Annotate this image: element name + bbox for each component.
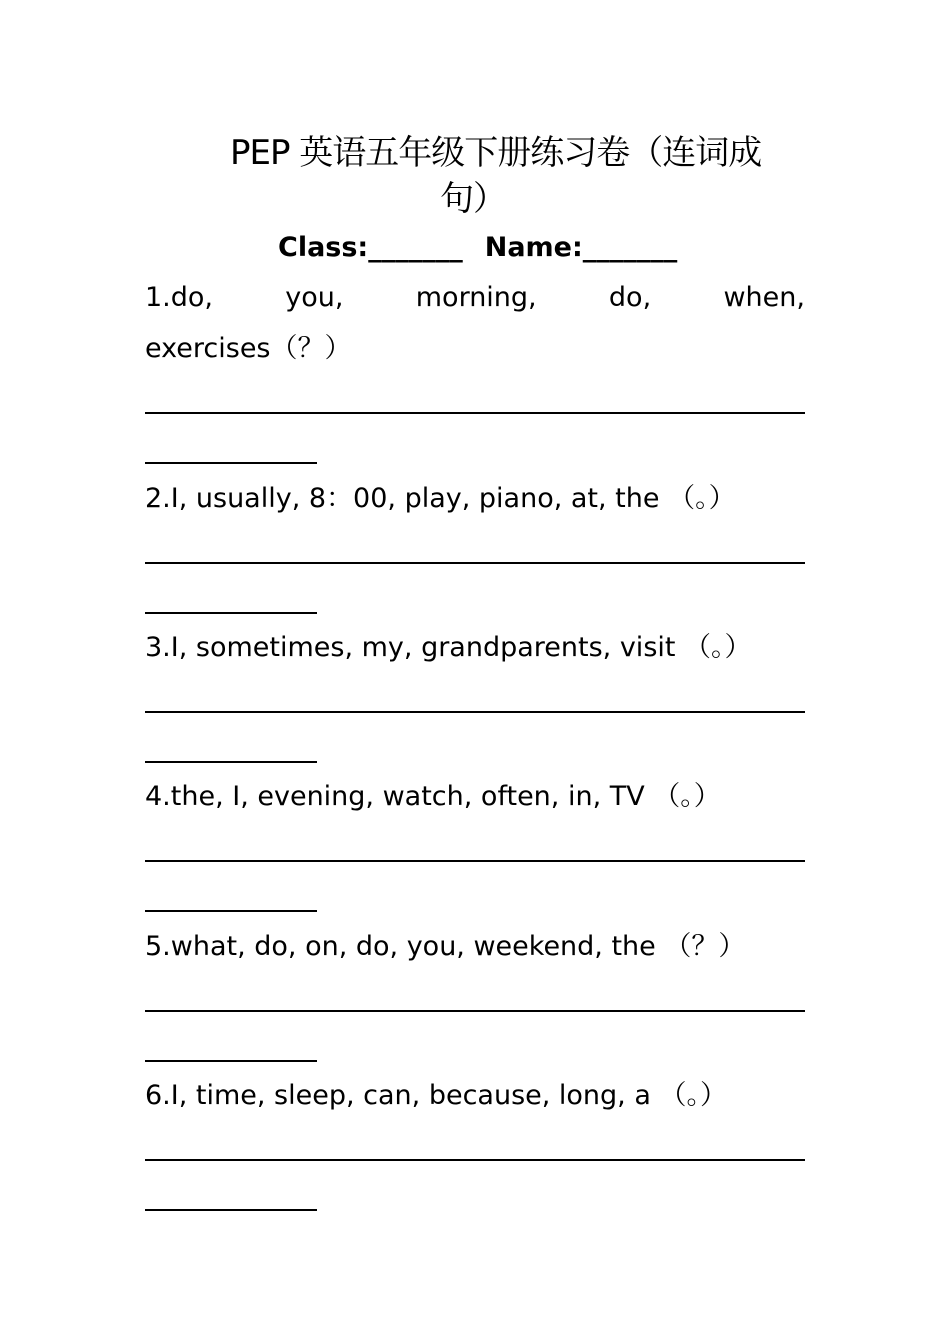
question-1-words [145, 280, 805, 316]
answer-line-3a [145, 711, 805, 713]
question-5-text: 5.what, do, on, do, you, weekend, the （？） [145, 931, 746, 962]
answer-line-1b [145, 462, 317, 464]
answer-line-5a [145, 1010, 805, 1012]
answer-line-3b [145, 761, 317, 763]
class-field-label: Class:_______ [278, 232, 463, 263]
name-field-label: Name:_______ [484, 232, 678, 263]
question-2-text: 2.I, usually, 8：00, play, piano, at, the （。） [145, 483, 736, 514]
question-1-words-continued: exercises（？） [145, 333, 352, 364]
class-name-fields [278, 230, 677, 266]
answer-line-4a [145, 860, 805, 862]
answer-line-4b [145, 910, 317, 912]
question-3-text: 3.I, sometimes, my, grandparents, visit （。） [145, 632, 752, 663]
page-title-line-1: PEP 英语五年级下册练习卷（连词成 [230, 133, 762, 173]
answer-line-1a [145, 412, 805, 414]
answer-line-5b [145, 1060, 317, 1062]
answer-line-2b [145, 612, 317, 614]
page-title-line-2: 句） [440, 179, 506, 219]
question-1-word: 1.do, [145, 282, 214, 313]
question-1-word: morning, [415, 282, 537, 313]
answer-line-6b [145, 1209, 317, 1211]
question-1-word: you, [285, 282, 344, 313]
question-4-text: 4.the, I, evening, watch, often, in, TV （。） [145, 781, 721, 812]
question-6-text: 6.I, time, sleep, can, because, long, a （。） [145, 1080, 727, 1111]
question-1-word: do, [608, 282, 652, 313]
answer-line-2a [145, 562, 805, 564]
question-1-word: when, [723, 282, 805, 313]
answer-line-6a [145, 1159, 805, 1161]
